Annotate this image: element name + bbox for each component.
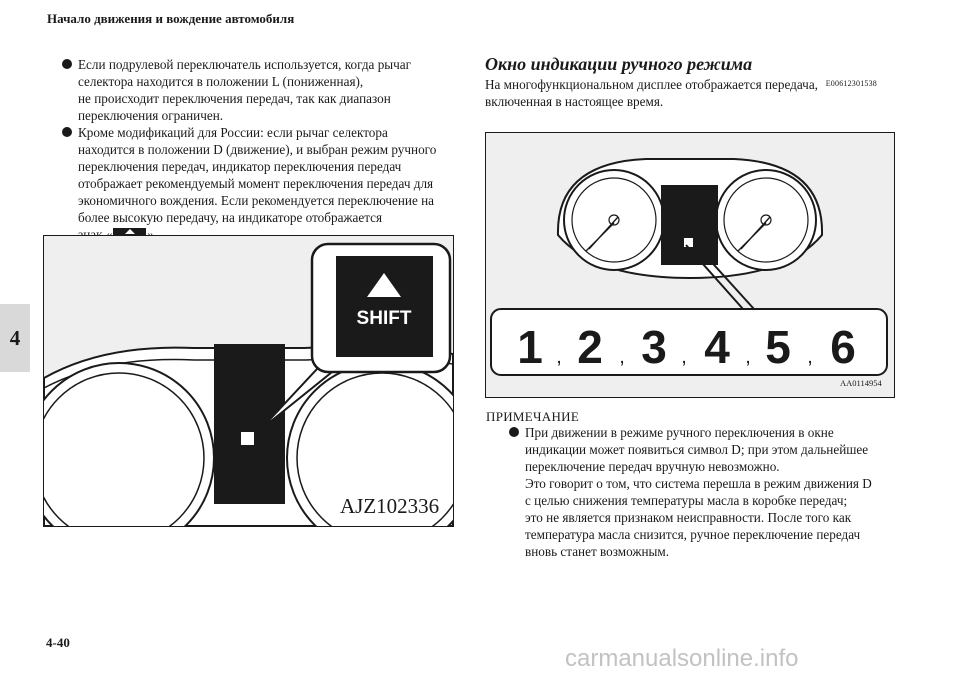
- text-line: отображает рекомендуемый момент переключения передач для: [78, 176, 434, 191]
- text-line: Это говорит о том, что система перешла в режим движения D: [525, 476, 872, 491]
- left-gauge: [564, 170, 664, 270]
- gear-separator: ,: [807, 346, 813, 368]
- gear-number: 1: [517, 321, 543, 373]
- text-line: Кроме модификаций для России: если рычаг селектора: [78, 125, 388, 140]
- center-display: [661, 185, 718, 265]
- display-indicator-square: [241, 432, 254, 445]
- shift-up-icon: [336, 256, 433, 357]
- figure-shift-indicator: [43, 235, 454, 527]
- note-body: [505, 424, 905, 560]
- text-line: переключения передач, индикатор переключения передач: [78, 159, 402, 174]
- center-display: [214, 344, 285, 504]
- bullet-icon: [62, 127, 72, 137]
- gear-number: 3: [641, 321, 667, 373]
- figure-code: AJZ102336: [340, 494, 440, 518]
- text-line: На многофункциональном дисплее отображается передача,: [485, 77, 818, 92]
- text-line: экономичного вождения. Если рекомендуется переключение на: [78, 193, 435, 208]
- text-line: При движении в режиме ручного переключения в окне: [525, 425, 834, 440]
- chapter-tab: 4: [0, 304, 30, 372]
- text-line: вновь станет возможным.: [525, 544, 670, 559]
- gear-number: 4: [704, 321, 730, 373]
- figure-code: AA0114954: [840, 378, 882, 388]
- text-line: переключения ограничен.: [78, 108, 224, 123]
- gear-display-panel: [491, 309, 887, 375]
- bullet-icon: [509, 427, 519, 437]
- gear-separator: ,: [619, 346, 625, 368]
- watermark: carmanualsonline.info: [565, 645, 799, 672]
- gear-separator: ,: [745, 346, 751, 368]
- text-line: находится в положении D (движение), и выбран режим ручного: [78, 142, 437, 157]
- text-line: включенная в настоящее время.: [485, 94, 664, 109]
- gear-separator: ,: [556, 346, 562, 368]
- section-title: Окно индикации ручного режима: [485, 54, 753, 74]
- note-heading: ПРИМЕЧАНИЕ: [486, 409, 580, 424]
- running-header: Начало движения и вождение автомобиля: [47, 11, 295, 26]
- figure-gear-display: [485, 132, 895, 398]
- cluster-shift-illustration: [44, 236, 453, 526]
- bullet-icon: [62, 59, 72, 69]
- bullet-item-shift-indicator: [58, 124, 458, 243]
- text-line: переключение передач вручную невозможно.: [525, 459, 780, 474]
- text-line: это не является признаком неисправности. После того как: [525, 510, 852, 525]
- gear-number: 5: [765, 321, 791, 373]
- text-line: Если подрулевой переключатель используется, когда рычаг: [78, 57, 412, 72]
- shift-label: SHIFT: [356, 308, 412, 329]
- note-bullet: [505, 424, 905, 560]
- text-line: не происходит переключения передач, так как диапазон: [78, 91, 391, 106]
- text-line: индикации может появиться символ D; при этом дальнейшее: [525, 442, 869, 457]
- page-number: 4-40: [46, 635, 70, 650]
- text-line: с целью снижения температуры масла в коробке передач;: [525, 493, 848, 508]
- left-column-text: [58, 56, 458, 243]
- bullet-item-l-range: [58, 56, 458, 124]
- text-line: более высокую передачу, на индикаторе отображается: [78, 210, 383, 225]
- gear-number: 2: [577, 321, 603, 373]
- reference-code: E00612301538: [825, 79, 877, 88]
- right-gauge: [716, 170, 816, 270]
- gear-number: 6: [830, 321, 856, 373]
- gear-separator: ,: [681, 346, 687, 368]
- right-column-text: [485, 56, 895, 110]
- text-line: температура масла снизится, ручное переключение передач: [525, 527, 861, 542]
- text-line: селектора находится в положении L (пониженная),: [78, 74, 364, 89]
- cluster-gear-illustration: [486, 133, 894, 397]
